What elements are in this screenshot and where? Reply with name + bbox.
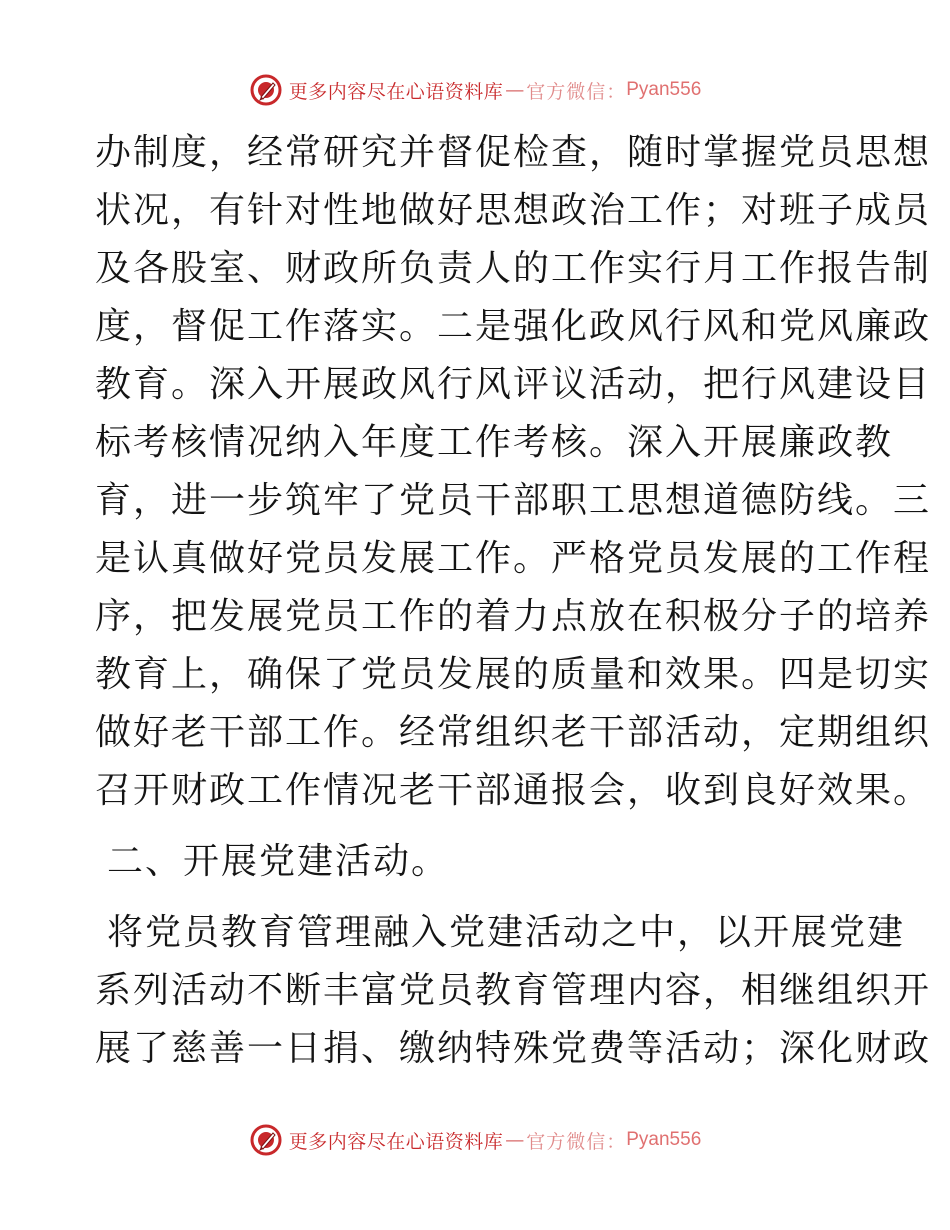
header-banner-text <box>289 77 702 104</box>
header-banner-title: 更多内容尽在心语资料库 <box>288 80 504 103</box>
text-line: 标考核情况纳入年度工作考核。深入开展廉政教 <box>95 422 894 463</box>
text-line: 系列活动不断丰富党员教育管理内容，相继组织开 <box>95 970 932 1011</box>
footer-banner-wechat-label: 官方微信： <box>526 1130 627 1153</box>
text-line: 育，进一步筑牢了党员干部职工思想道德防线。三 <box>95 480 932 521</box>
text-line: 度，督促工作落实。二是强化政风行风和党风廉政 <box>95 306 932 347</box>
header-banner <box>0 70 950 110</box>
text-line: 序，把发展党员工作的着力点放在积极分子的培养 <box>95 596 932 637</box>
text-line: 教育上，确保了党员发展的质量和效果。四是切实 <box>95 654 932 695</box>
header-banner-dash: — <box>505 79 525 101</box>
document-body <box>95 124 932 1078</box>
footer-banner <box>0 1120 950 1160</box>
footer-banner-dash: — <box>505 1129 525 1151</box>
text-line: 做好老干部工作。经常组织老干部活动，定期组织 <box>95 712 932 753</box>
header-banner-wechat-label: 官方微信： <box>526 80 627 103</box>
section-heading: 二、开展党建活动。 <box>107 841 450 882</box>
brand-logo-icon <box>249 1123 283 1157</box>
brand-logo-icon <box>249 73 283 107</box>
text-line: 办制度，经常研究并督促检查，随时掌握党员思想 <box>95 132 932 173</box>
paragraph-1 <box>95 124 932 820</box>
footer-banner-text <box>289 1127 702 1154</box>
paragraph-2 <box>95 904 932 1078</box>
text-line: 将党员教育管理融入党建活动之中，以开展党建 <box>107 912 906 953</box>
text-line: 及各股室、财政所负责人的工作实行月工作报告制 <box>95 248 932 289</box>
text-line: 状况，有针对性地做好思想政治工作；对班子成员 <box>95 190 932 231</box>
text-line: 展了慈善一日捐、缴纳特殊党费等活动；深化财政 <box>95 1028 932 1069</box>
header-banner-wechat-id: Pyan556 <box>626 79 702 100</box>
footer-banner-wechat-id: Pyan556 <box>626 1129 702 1150</box>
text-line: 召开财政工作情况老干部通报会，收到良好效果。 <box>95 770 932 811</box>
text-line: 是认真做好党员发展工作。严格党员发展的工作程 <box>95 538 932 579</box>
text-line: 教育。深入开展政风行风评议活动，把行风建设目 <box>95 364 932 405</box>
footer-banner-title: 更多内容尽在心语资料库 <box>288 1130 504 1153</box>
